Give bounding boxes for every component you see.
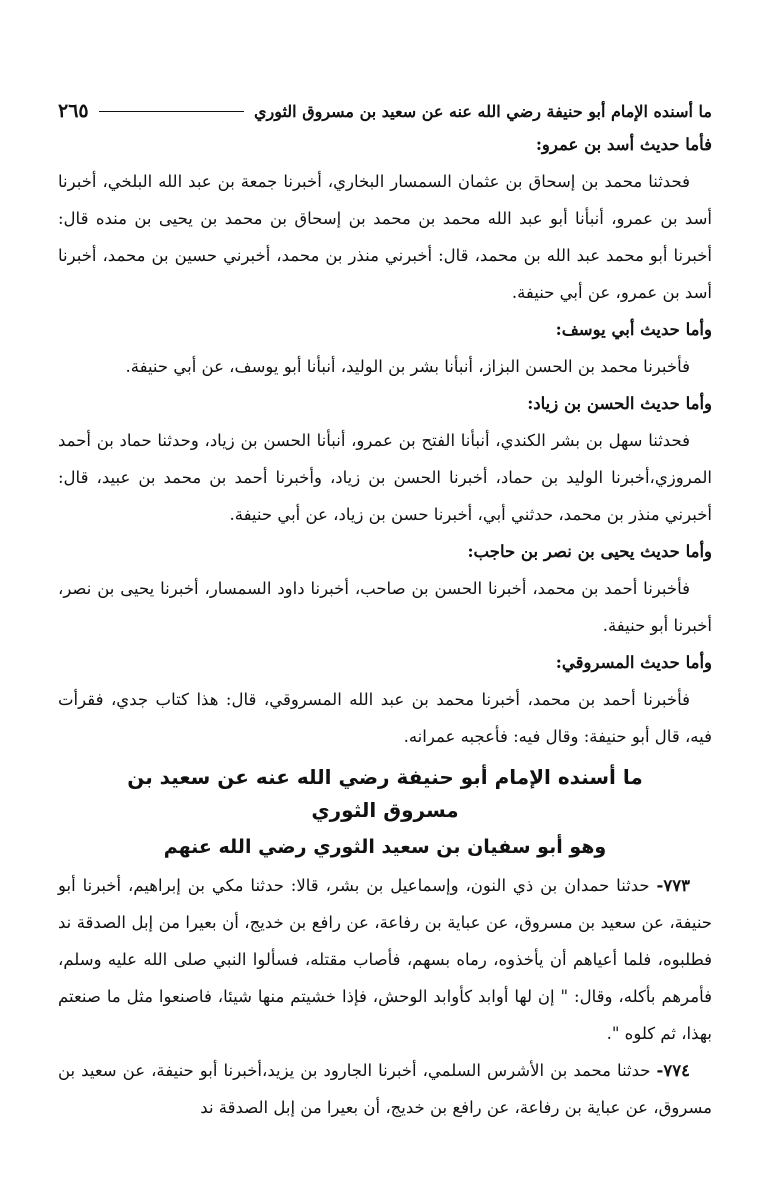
paragraph-yahya: فأخبرنا أحمد بن محمد، أخبرنا الحسن بن صاحب، أخبرنا داود السمسار، أخبرنا يحيى بن نصر، أخبرنا أبو حنيفة. [58,579,712,635]
hadith-number: ٧٧٣- [656,876,690,895]
hadith-text: حدثنا محمد بن الأشرس السلمي، أخبرنا الجارود بن يزيد،أخبرنا أبو حنيفة، عن سعيد بن مسروق، عن عباية بن رفاعة، عن رافع بن خديج، أن بعيرا من إبل الصدقة ند [58,1061,712,1117]
section-subtitle: وهو أبو سفيان بن سعيد الثوري رضي الله عنهم [163,836,607,858]
subheading-hasan: وأما حديث الحسن بن زياد: [527,394,712,413]
section-title: ما أسنده الإمام أبو حنيفة رضي الله عنه عن سعيد بن مسروق الثوري [127,765,643,822]
paragraph-hasan: فحدثنا سهل بن بشر الكندي، أنبأنا الفتح بن عمرو، أنبأنا الحسن بن زياد، وحدثنا حماد بن أحمد المروزي،أخبرنا الوليد بن حماد، أخبرنا الحسن بن زياد، وأخبرنا أحمد بن محمد بن عبيد، قال: أخبرني منذر بن محمد، حدثني أبي، أخبرنا حسن بن زياد، عن أبي حنيفة. [58,431,712,524]
hadith-773 [58,867,712,1052]
page-number: ٢٦٥ [58,100,89,122]
subheading-yahya: وأما حديث يحيى بن نصر بن حاجب: [467,542,712,561]
subheading-asad: فأما حديث أسد بن عمرو: [535,135,712,154]
hadith-number: ٧٧٤- [656,1061,690,1080]
running-title: ما أسنده الإمام أبو حنيفة رضي الله عنه عن سعيد بن مسروق الثوري [253,101,712,121]
hadith-774 [58,1052,712,1126]
hadith-text: حدثنا حمدان بن ذي النون، وإسماعيل بن بشر، قالا: حدثنا مكي بن إبراهيم، أخبرنا أبو حنيفة، عن سعيد بن مسروق، عن عباية بن رفاعة، عن رافع بن خديج، أن بعيرا من إبل الصدقة ند فطلبوه، فلما أعياهم أن يأخذوه، رماه بسهم، فأصاب مقتله، فسألوا النبي صلى الله عليه وسلم، فأمرهم بأكله، وقال: " إن لها أوابد كأوابد الوحش، فإذا خشيتم منها شيئا، فاصنعوا مثل ما صنعتم بهذا، ثم كلوه ". [58,876,713,1043]
page-body [58,126,712,1126]
paragraph-asad: فحدثنا محمد بن إسحاق بن عثمان السمسار البخاري، أخبرنا جمعة بن عبد الله البلخي، أخبرنا أسد بن عمرو، أنبأنا أبو عبد الله محمد بن محمد بن إسحاق بن محمد بن يحيى بن منده قال: أخبرنا أبو محمد عبد الله بن محمد، قال: أخبرني منذر بن محمد، أخبرني حسين بن محمد، أخبرنا أسد بن عمرو، عن أبي حنيفة. [58,172,712,302]
subheading-masruqi: وأما حديث المسروقي: [555,653,712,672]
page-header [58,96,712,126]
paragraph-masruqi: فأخبرنا أحمد بن محمد، أخبرنا محمد بن عبد الله المسروقي، قال: هذا كتاب جدي، فقرأت فيه، قال أبو حنيفة: وقال فيه: فأعجبه عمرانه. [58,690,712,746]
paragraph-abu-yusuf: فأخبرنا محمد بن الحسن البزاز، أنبأنا بشر بن الوليد، أنبأنا أبو يوسف، عن أبي حنيفة. [125,357,690,376]
subheading-abu-yusuf: وأما حديث أبي يوسف: [555,320,712,339]
header-rule [99,111,244,112]
